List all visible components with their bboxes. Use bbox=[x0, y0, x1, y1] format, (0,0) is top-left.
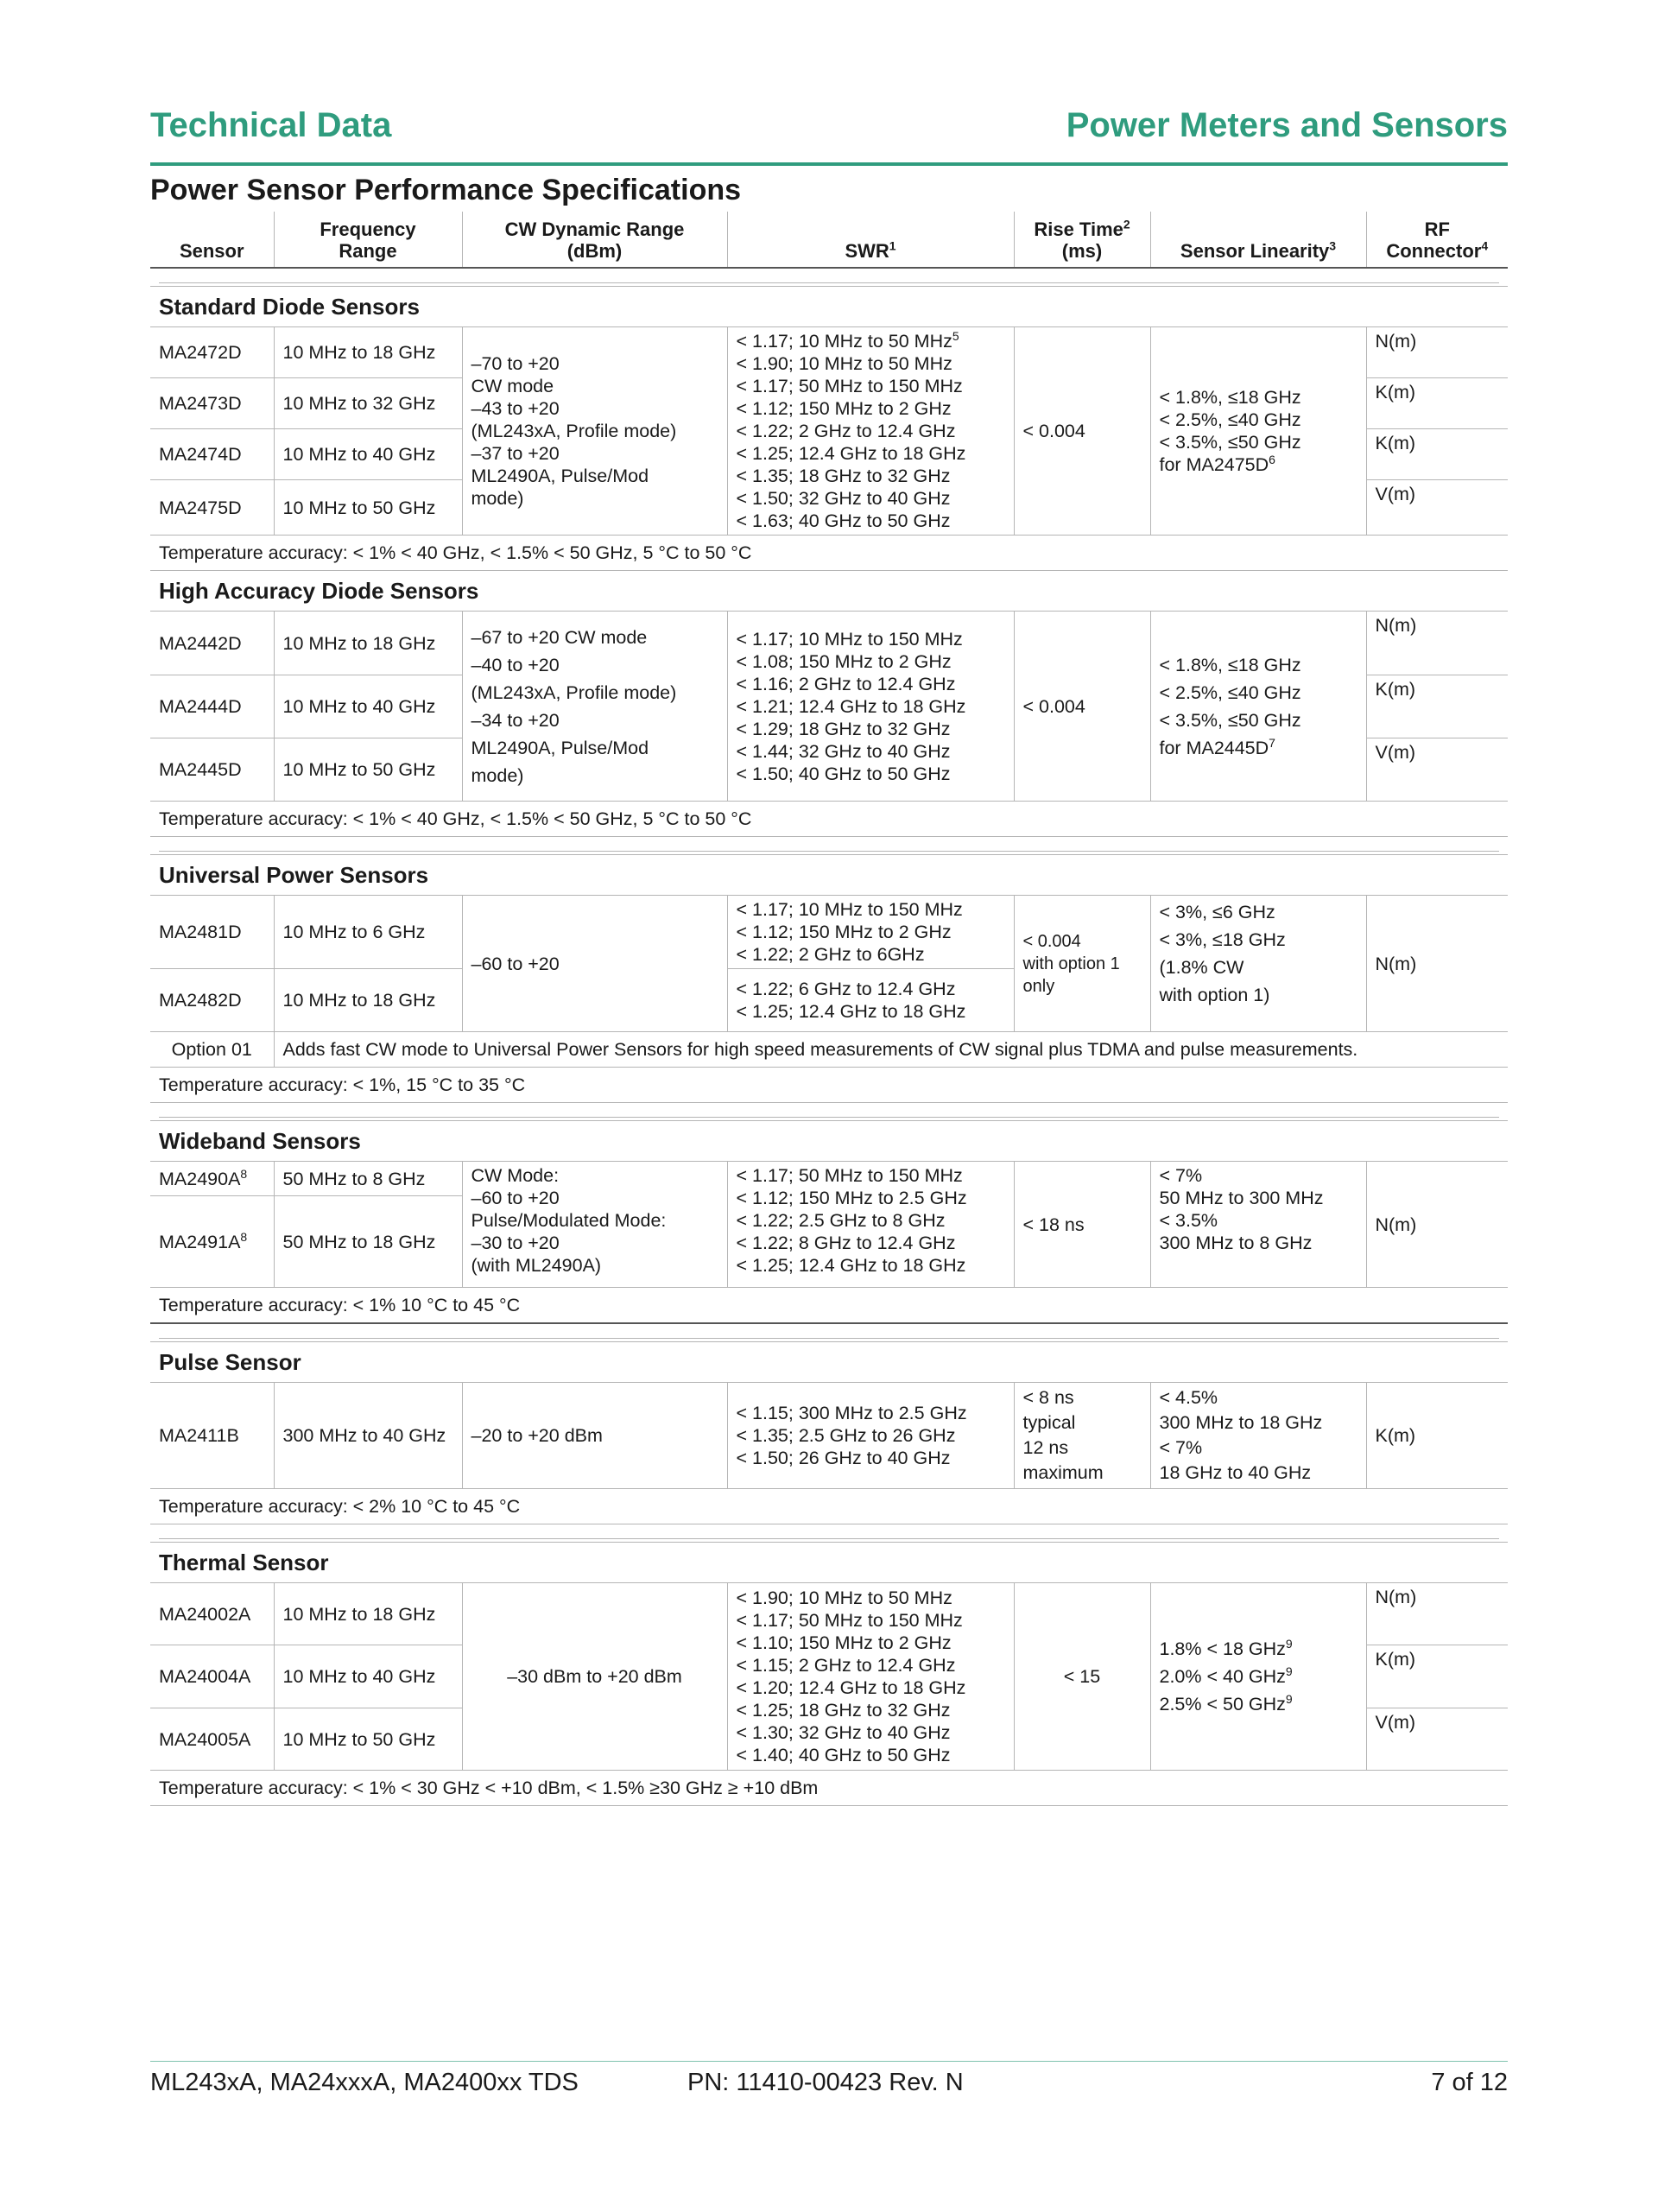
connector-cell: V(m) bbox=[1366, 738, 1508, 802]
group-title-wideband: Wideband Sensors bbox=[150, 1121, 1508, 1162]
sensor-cell: MA2482D bbox=[150, 969, 274, 1032]
col-frequency: Frequency Range bbox=[274, 212, 462, 268]
table-row bbox=[150, 1383, 1508, 1489]
table-row bbox=[150, 1162, 1508, 1196]
freq-cell: 10 MHz to 50 GHz bbox=[274, 480, 462, 536]
linearity-cell: < 1.8%, ≤18 GHz < 2.5%, ≤40 GHz < 3.5%, ≤50 GHz for $MA2475D^6$ bbox=[1150, 327, 1366, 536]
freq-cell: 10 MHz to 18 GHz bbox=[274, 327, 462, 378]
connector-cell: V(m) bbox=[1366, 1708, 1508, 1771]
sensor-cell: MA24002A bbox=[150, 1583, 274, 1645]
linearity-cell: < 4.5% 300 MHz to 18 GHz < 7% 18 GHz to 40 GHz bbox=[1150, 1383, 1366, 1489]
table-row bbox=[150, 612, 1508, 675]
freq-cell: 10 MHz to 40 GHz bbox=[274, 675, 462, 738]
freq-cell: 300 MHz to 40 GHz bbox=[274, 1383, 462, 1489]
dyn-cell: –20 to +20 dBm bbox=[462, 1383, 727, 1489]
temperature-note: Temperature accuracy: < 1% < 40 GHz, < 1.5% < 50 GHz, 5 °C to 50 °C bbox=[150, 802, 1508, 837]
rise-cell: < 0.004 bbox=[1014, 327, 1150, 536]
col-dynamic-range: CW Dynamic Range (dBm) bbox=[462, 212, 727, 268]
swr-cell: < 1.15; 300 MHz to 2.5 GHz < 1.35; 2.5 GHz to 26 GHz < 1.50; 26 GHz to 40 GHz bbox=[727, 1383, 1014, 1489]
table-header-row bbox=[150, 212, 1508, 268]
freq-cell: 10 MHz to 40 GHz bbox=[274, 1645, 462, 1708]
dyn-cell: CW Mode: –60 to +20 Pulse/Modulated Mode: –30 to +20 (with ML2490A) bbox=[462, 1162, 727, 1288]
connector-cell: N(m) bbox=[1366, 612, 1508, 675]
linearity-cell: < 1.8%, ≤18 GHz < 2.5%, ≤40 GHz < 3.5%, ≤50 GHz for $MA2445D^7$ bbox=[1150, 612, 1366, 802]
temperature-note: Temperature accuracy: < 1% 10 °C to 45 °C bbox=[150, 1288, 1508, 1324]
swr-cell: < 1.17; 10 MHz to 50 MHz$^5$ < 1.90; 10 MHz to 50 MHz < 1.17; 50 MHz to 150 MHz < 1.12; 150 MHz to 2 GHz < 1.22; 2 GHz to 12.4 GHz < 1.25; 12.4 GHz to 18 GHz < 1.35; 18 GHz to 32 GHz < 1.50; 32 GHz to 40 GHz < 1.63; 40 GHz to 50 GHz bbox=[727, 327, 1014, 536]
freq-cell: 10 MHz to 50 GHz bbox=[274, 1708, 462, 1771]
group-title-thermal: Thermal Sensor bbox=[150, 1543, 1508, 1583]
rise-cell: < 0.004 with option 1 only bbox=[1014, 896, 1150, 1032]
option-label: Option 01 bbox=[150, 1032, 274, 1068]
swr-cell: < 1.90; 10 MHz to 50 MHz < 1.17; 50 MHz to 150 MHz < 1.10; 150 MHz to 2 GHz < 1.15; 2 GHz to 12.4 GHz < 1.20; 12.4 GHz to 18 GHz < 1.25; 18 GHz to 32 GHz < 1.30; 32 GHz to 40 GHz < 1.40; 40 GHz to 50 GHz bbox=[727, 1583, 1014, 1771]
freq-cell: 10 MHz to 18 GHz bbox=[274, 1583, 462, 1645]
dyn-cell: –70 to +20 CW mode –43 to +20 (ML243xA, Profile mode) –37 to +20 ML2490A, Pulse/Mod mode) bbox=[462, 327, 727, 536]
option-text: Adds fast CW mode to Universal Power Sensors for high speed measurements of CW signal plus TDMA and pulse measurements. bbox=[274, 1032, 1508, 1068]
dyn-cell: –30 dBm to +20 dBm bbox=[462, 1583, 727, 1771]
sensor-cell: $MA2491A^8$ bbox=[150, 1196, 274, 1288]
connector-cell: N(m) bbox=[1366, 327, 1508, 378]
group-title-high-accuracy: High Accuracy Diode Sensors bbox=[150, 571, 1508, 612]
section-title: Power Sensor Performance Specifications bbox=[150, 174, 742, 206]
header-title-right: Power Meters and Sensors bbox=[1066, 106, 1508, 144]
sensor-cell: MA2445D bbox=[150, 738, 274, 802]
rise-cell: < 18 ns bbox=[1014, 1162, 1150, 1288]
linearity-cell: 1.8% < 18 GHz$^9$ 2.0% < 40 GHz$^9$ 2.5% < 50 GHz$^9$ bbox=[1150, 1583, 1366, 1771]
footer-page-number: 7 of 12 bbox=[1431, 2069, 1508, 2096]
sensor-cell: MA24005A bbox=[150, 1708, 274, 1771]
temperature-note: Temperature accuracy: < 1%, 15 °C to 35 °C bbox=[150, 1068, 1508, 1103]
sensor-cell: MA2474D bbox=[150, 429, 274, 480]
freq-cell: 10 MHz to 50 GHz bbox=[274, 738, 462, 802]
page-footer bbox=[150, 2061, 1508, 2105]
sensor-cell: MA2442D bbox=[150, 612, 274, 675]
col-swr: SWR$^1$ bbox=[727, 212, 1014, 268]
header-title-left: Technical Data bbox=[150, 106, 392, 144]
temperature-note: Temperature accuracy: < 1% < 30 GHz < +10 dBm, < 1.5% ≥30 GHz ≥ +10 dBm bbox=[150, 1771, 1508, 1806]
freq-cell: 50 MHz to 18 GHz bbox=[274, 1196, 462, 1288]
footer-part-number: PN: 11410-00423 Rev. N bbox=[687, 2069, 964, 2096]
dyn-cell: –67 to +20 CW mode –40 to +20 (ML243xA, Profile mode) –34 to +20 ML2490A, Pulse/Mod mode) bbox=[462, 612, 727, 802]
sensor-cell: MA24004A bbox=[150, 1645, 274, 1708]
connector-cell: K(m) bbox=[1366, 675, 1508, 738]
sensor-cell: MA2475D bbox=[150, 480, 274, 536]
table-row bbox=[150, 896, 1508, 969]
sensor-cell: MA2473D bbox=[150, 378, 274, 429]
swr-cell: < 1.17; 10 MHz to 150 MHz < 1.12; 150 MHz to 2 GHz < 1.22; 2 GHz to 6GHz bbox=[727, 896, 1014, 969]
col-sensor: Sensor bbox=[150, 212, 274, 268]
freq-cell: 10 MHz to 32 GHz bbox=[274, 378, 462, 429]
connector-cell: N(m) bbox=[1366, 1162, 1508, 1288]
connector-cell: K(m) bbox=[1366, 378, 1508, 429]
connector-cell: K(m) bbox=[1366, 429, 1508, 480]
sensor-cell: MA2472D bbox=[150, 327, 274, 378]
page-header bbox=[150, 104, 1508, 166]
sensor-cell: MA2481D bbox=[150, 896, 274, 969]
temperature-note: Temperature accuracy: < 1% < 40 GHz, < 1.5% < 50 GHz, 5 °C to 50 °C bbox=[150, 536, 1508, 571]
connector-cell: K(m) bbox=[1366, 1383, 1508, 1489]
table-row bbox=[150, 1583, 1508, 1645]
rise-cell: < 15 bbox=[1014, 1583, 1150, 1771]
connector-cell: N(m) bbox=[1366, 1583, 1508, 1645]
freq-cell: 50 MHz to 8 GHz bbox=[274, 1162, 462, 1196]
sensor-cell: MA2411B bbox=[150, 1383, 274, 1489]
rise-cell: < 8 ns typical 12 ns maximum bbox=[1014, 1383, 1150, 1489]
connector-cell: V(m) bbox=[1366, 480, 1508, 536]
linearity-cell: < 3%, ≤6 GHz < 3%, ≤18 GHz (1.8% CW with option 1) bbox=[1150, 896, 1366, 1032]
option-row bbox=[150, 1032, 1508, 1068]
group-title-universal: Universal Power Sensors bbox=[150, 855, 1508, 896]
col-linearity: Sensor Linearity$^3$ bbox=[1150, 212, 1366, 268]
connector-cell: N(m) bbox=[1366, 896, 1508, 1032]
freq-cell: 10 MHz to 18 GHz bbox=[274, 969, 462, 1032]
table-row bbox=[150, 327, 1508, 378]
connector-cell: K(m) bbox=[1366, 1645, 1508, 1708]
freq-cell: 10 MHz to 6 GHz bbox=[274, 896, 462, 969]
footer-doc-title: ML243xA, MA24xxxA, MA2400xx TDS bbox=[150, 2069, 579, 2096]
swr-cell: < 1.17; 50 MHz to 150 MHz < 1.12; 150 MHz to 2.5 GHz < 1.22; 2.5 GHz to 8 GHz < 1.22; 8 GHz to 12.4 GHz < 1.25; 12.4 GHz to 18 GHz bbox=[727, 1162, 1014, 1288]
col-connector: RF Connector$^4$ bbox=[1366, 212, 1508, 268]
freq-cell: 10 MHz to 18 GHz bbox=[274, 612, 462, 675]
col-rise-time: Rise Time$^2$ (ms) bbox=[1014, 212, 1150, 268]
temperature-note: Temperature accuracy: < 2% 10 °C to 45 °C bbox=[150, 1489, 1508, 1524]
group-title-standard: Standard Diode Sensors bbox=[150, 287, 1508, 327]
swr-cell: < 1.22; 6 GHz to 12.4 GHz < 1.25; 12.4 GHz to 18 GHz bbox=[727, 969, 1014, 1032]
sensor-cell: $MA2490A^8$ bbox=[150, 1162, 274, 1196]
dyn-cell: –60 to +20 bbox=[462, 896, 727, 1032]
sensor-cell: MA2444D bbox=[150, 675, 274, 738]
rise-cell: < 0.004 bbox=[1014, 612, 1150, 802]
group-title-pulse: Pulse Sensor bbox=[150, 1342, 1508, 1383]
freq-cell: 10 MHz to 40 GHz bbox=[274, 429, 462, 480]
specs-table bbox=[150, 212, 1508, 1806]
swr-cell: < 1.17; 10 MHz to 150 MHz < 1.08; 150 MHz to 2 GHz < 1.16; 2 GHz to 12.4 GHz < 1.21; 12.4 GHz to 18 GHz < 1.29; 18 GHz to 32 GHz < 1.44; 32 GHz to 40 GHz < 1.50; 40 GHz to 50 GHz bbox=[727, 612, 1014, 802]
linearity-cell: < 7% 50 MHz to 300 MHz < 3.5% 300 MHz to 8 GHz bbox=[1150, 1162, 1366, 1288]
